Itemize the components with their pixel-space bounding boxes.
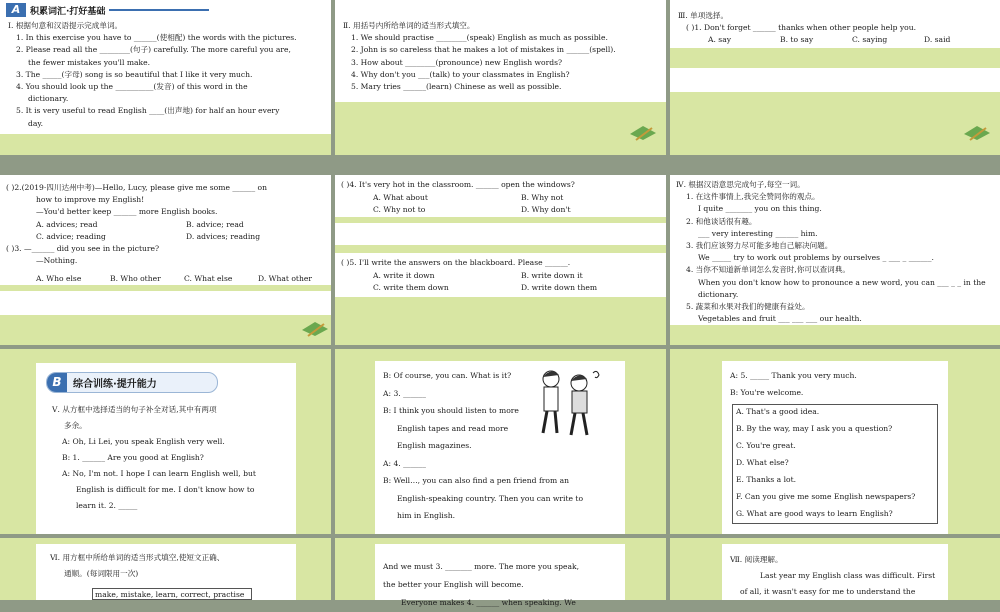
text-line: —Nothing. (36, 256, 78, 266)
text-line: Ⅰ. 根据句意和汉语提示完成单词。 (8, 21, 123, 30)
option-b: B. to say (780, 35, 814, 44)
divider (109, 9, 209, 11)
text-line: English is difficult for me. I don't know how to (76, 485, 255, 494)
section-letter: B (47, 373, 67, 392)
text-line: 5. 蔬菜和水果对我们的健康有益处。 (686, 302, 810, 312)
text-line: learn it. 2. _____ (76, 501, 138, 510)
exercise-text (676, 179, 986, 325)
text-line: —You'd better keep ______ more English books. (36, 207, 218, 217)
text-line: 1. 在这件事情上,我完全赞同你的观点。 (686, 192, 820, 202)
publisher-logo-icon (300, 320, 330, 338)
text-line: 5. It is very useful to read English ____(出声地) for half an hour every (16, 106, 280, 116)
option-b: B. Why not (521, 193, 564, 202)
text-line: ( )3. —______ did you see in the picture? (6, 243, 160, 253)
text-line: We _____ try to work out problems by ourselves _ ___ _ ______. (698, 253, 934, 263)
text-line: Ⅲ. 单项选择。 (678, 11, 729, 20)
text-line: 2. Please read all the ________(句子) carefully. The more careful you are, (16, 45, 291, 55)
text-line: 2. 和他谈话很有趣。 (686, 216, 757, 226)
slide-4[interactable] (0, 175, 331, 345)
text-line: Everyone makes 4. ______ when speaking. We (401, 598, 576, 607)
option-c: C. You're great. (736, 441, 796, 450)
text-line: B: Well…, you can also find a pen friend from an (383, 476, 570, 485)
option-e: E. Thanks a lot. (736, 475, 797, 484)
text-line: dictionary. (28, 94, 69, 104)
question-5 (341, 257, 570, 269)
option-d: D. advices; reading (186, 231, 261, 241)
text-line: Ⅵ. 用方框中所给单词的适当形式填空,使短文正确、 (50, 553, 225, 562)
text-line: 3. How about ________(pronounce) new English words? (351, 57, 563, 67)
exercise-text (8, 20, 297, 130)
slide-1[interactable] (0, 0, 331, 155)
section-letter: A (6, 3, 26, 17)
text-line: 1. We should practise ________(speak) English as much as possible. (351, 33, 608, 43)
option-d: D. What else? (736, 458, 789, 467)
text-line: dictionary. (698, 289, 739, 299)
slide-2[interactable] (335, 0, 666, 155)
option-b: B. advice; read (186, 219, 244, 229)
option-d: D. Why don't (521, 205, 571, 214)
slide-11[interactable] (335, 538, 666, 607)
text-line: A: Oh, Li Lei, you speak English very well. (62, 437, 225, 446)
text-line: A: 4. ______ (383, 458, 426, 468)
text-line: Ⅱ. 用括号内所给单词的适当形式填空。 (343, 21, 475, 30)
option-c: C. saying (852, 35, 888, 44)
text-line: of all, it wasn't easy for me to understand the (740, 587, 916, 596)
text-line: Last year my English class was difficult. First (760, 571, 936, 580)
text-line: B: You're welcome. (730, 388, 804, 397)
text-line: Ⅶ. 阅读理解。 (730, 555, 783, 564)
exercise-text (6, 182, 267, 267)
question-4 (341, 179, 575, 191)
word-box: make, mistake, learn, correct, practise (92, 588, 252, 600)
text-line: 1. In this exercise you have to ______(使相配) the words with the pictures. (16, 33, 297, 43)
text-line: A: 5. _____ Thank you very much. (730, 371, 857, 380)
text-line: A: 3. ______ (383, 388, 426, 398)
text-line: 4. Why don't you ___(talk) to your classmates in English? (351, 69, 570, 79)
option-c: C. Why not to (373, 205, 426, 214)
text-line: ( )5. I'll write the answers on the blackboard. Please ______. (341, 258, 571, 267)
option-a: A. advices; read (36, 219, 98, 229)
text-line: ___ very interesting ______ him. (698, 228, 818, 238)
text-line: English-speaking country. Then you can write to (397, 493, 584, 503)
option-g: G. What are good ways to learn English? (736, 509, 893, 518)
slide-8[interactable] (335, 349, 666, 534)
text-line: B: Of course, you can. What is it? (383, 371, 512, 380)
text-line: English tapes and read more (397, 423, 509, 433)
passage-text (383, 558, 579, 612)
slide-5[interactable] (335, 175, 666, 345)
dialogue-text (730, 367, 857, 401)
exercise-text (343, 20, 616, 93)
answer-options-box (732, 404, 938, 524)
slide-12[interactable] (670, 538, 1000, 600)
option-c: C. What else (184, 274, 233, 283)
text-line: 3. 我们应该努力尽可能多地自己解决问题。 (686, 241, 833, 251)
text-line: him in English. (397, 511, 456, 520)
text-line: ( )2.(2019·四川达州中考)—Hello, Lucy, please give me some ______ on (6, 183, 268, 192)
section-title: 综合训练·提升能力 (73, 379, 157, 390)
dialogue-text (383, 367, 583, 525)
text-line: B: I think you should listen to more (383, 406, 519, 415)
text-line: And we must 3. _______ more. The more you speak, (383, 562, 580, 571)
text-line: the better your English will become. (383, 580, 524, 589)
text-line: Vegetables and fruit ___ ___ ___ our health. (698, 314, 862, 324)
text-line: day. (28, 118, 44, 128)
exercise-text (678, 10, 916, 34)
option-a: A. Who else (36, 274, 82, 283)
section-a-header (6, 3, 209, 17)
section-b-header (46, 372, 218, 393)
option-a: A. write it down (373, 271, 435, 280)
option-c: C. write them down (373, 283, 449, 292)
text-line: the fewer mistakes you'll make. (28, 57, 151, 67)
exercise-text (52, 402, 256, 514)
text-line: Ⅳ. 根据汉语意思完成句子,每空一词。 (676, 180, 805, 189)
slide-6[interactable] (670, 175, 1000, 345)
text-line: I quite _______ you on this thing. (698, 204, 822, 214)
slide-3[interactable] (670, 0, 1000, 155)
text-line: ( )1. Don't forget ______ thanks when other people help you. (686, 23, 917, 33)
passage-text (730, 552, 935, 600)
text-line: Ⅴ. 从方框中选择适当的句子补全对话,其中有两项 (52, 405, 217, 414)
text-line: B: 1. ______ Are you good at English? (62, 453, 204, 462)
option-c: C. advice; reading (36, 231, 106, 241)
text-line: 2. John is so careless that he makes a lot of mistakes in ______(spell). (351, 45, 616, 55)
option-a: A. What about (373, 193, 428, 202)
publisher-logo-icon (628, 124, 658, 142)
text-line: how to improve my English! (36, 195, 145, 205)
text-line: English magazines. (397, 441, 472, 450)
exercise-text (50, 550, 224, 582)
option-b: B. Who other (110, 274, 161, 283)
option-d: D. write down them (521, 283, 598, 292)
option-a: A. That's a good idea. (736, 407, 820, 416)
text-line: When you don't know how to pronounce a new word, you can ___ _ _ in the (698, 277, 986, 287)
option-f: F. Can you give me some English newspapers? (736, 492, 916, 501)
text-line: 多余。 (64, 421, 87, 430)
text-line: 4. 当你不知道新单词怎么发音时,你可以查词典。 (686, 265, 850, 275)
option-b: B. By the way, may I ask you a question? (736, 424, 893, 433)
option-d: D. said (924, 35, 951, 44)
publisher-logo-icon (962, 124, 992, 142)
text-line: 通顺。(每词限用一次) (64, 569, 139, 578)
text-line: ( )4. It's very hot in the classroom. ______ open the windows? (341, 180, 575, 189)
text-line: 3. The _____(字母) song is so beautiful that I like it very much. (16, 69, 253, 79)
option-b: B. write down it (521, 271, 583, 280)
option-a: A. say (708, 35, 732, 44)
option-d: D. What other (258, 274, 312, 283)
text-line: A: No, I'm not. I hope I can learn English well, but (62, 469, 256, 478)
text-line: 5. Mary tries ______(learn) Chinese as well as possible. (351, 82, 562, 92)
section-title: 积累词汇·打好基础 (30, 6, 106, 17)
text-line: 4. You should look up the __________(发音) of this word in the (16, 82, 248, 92)
